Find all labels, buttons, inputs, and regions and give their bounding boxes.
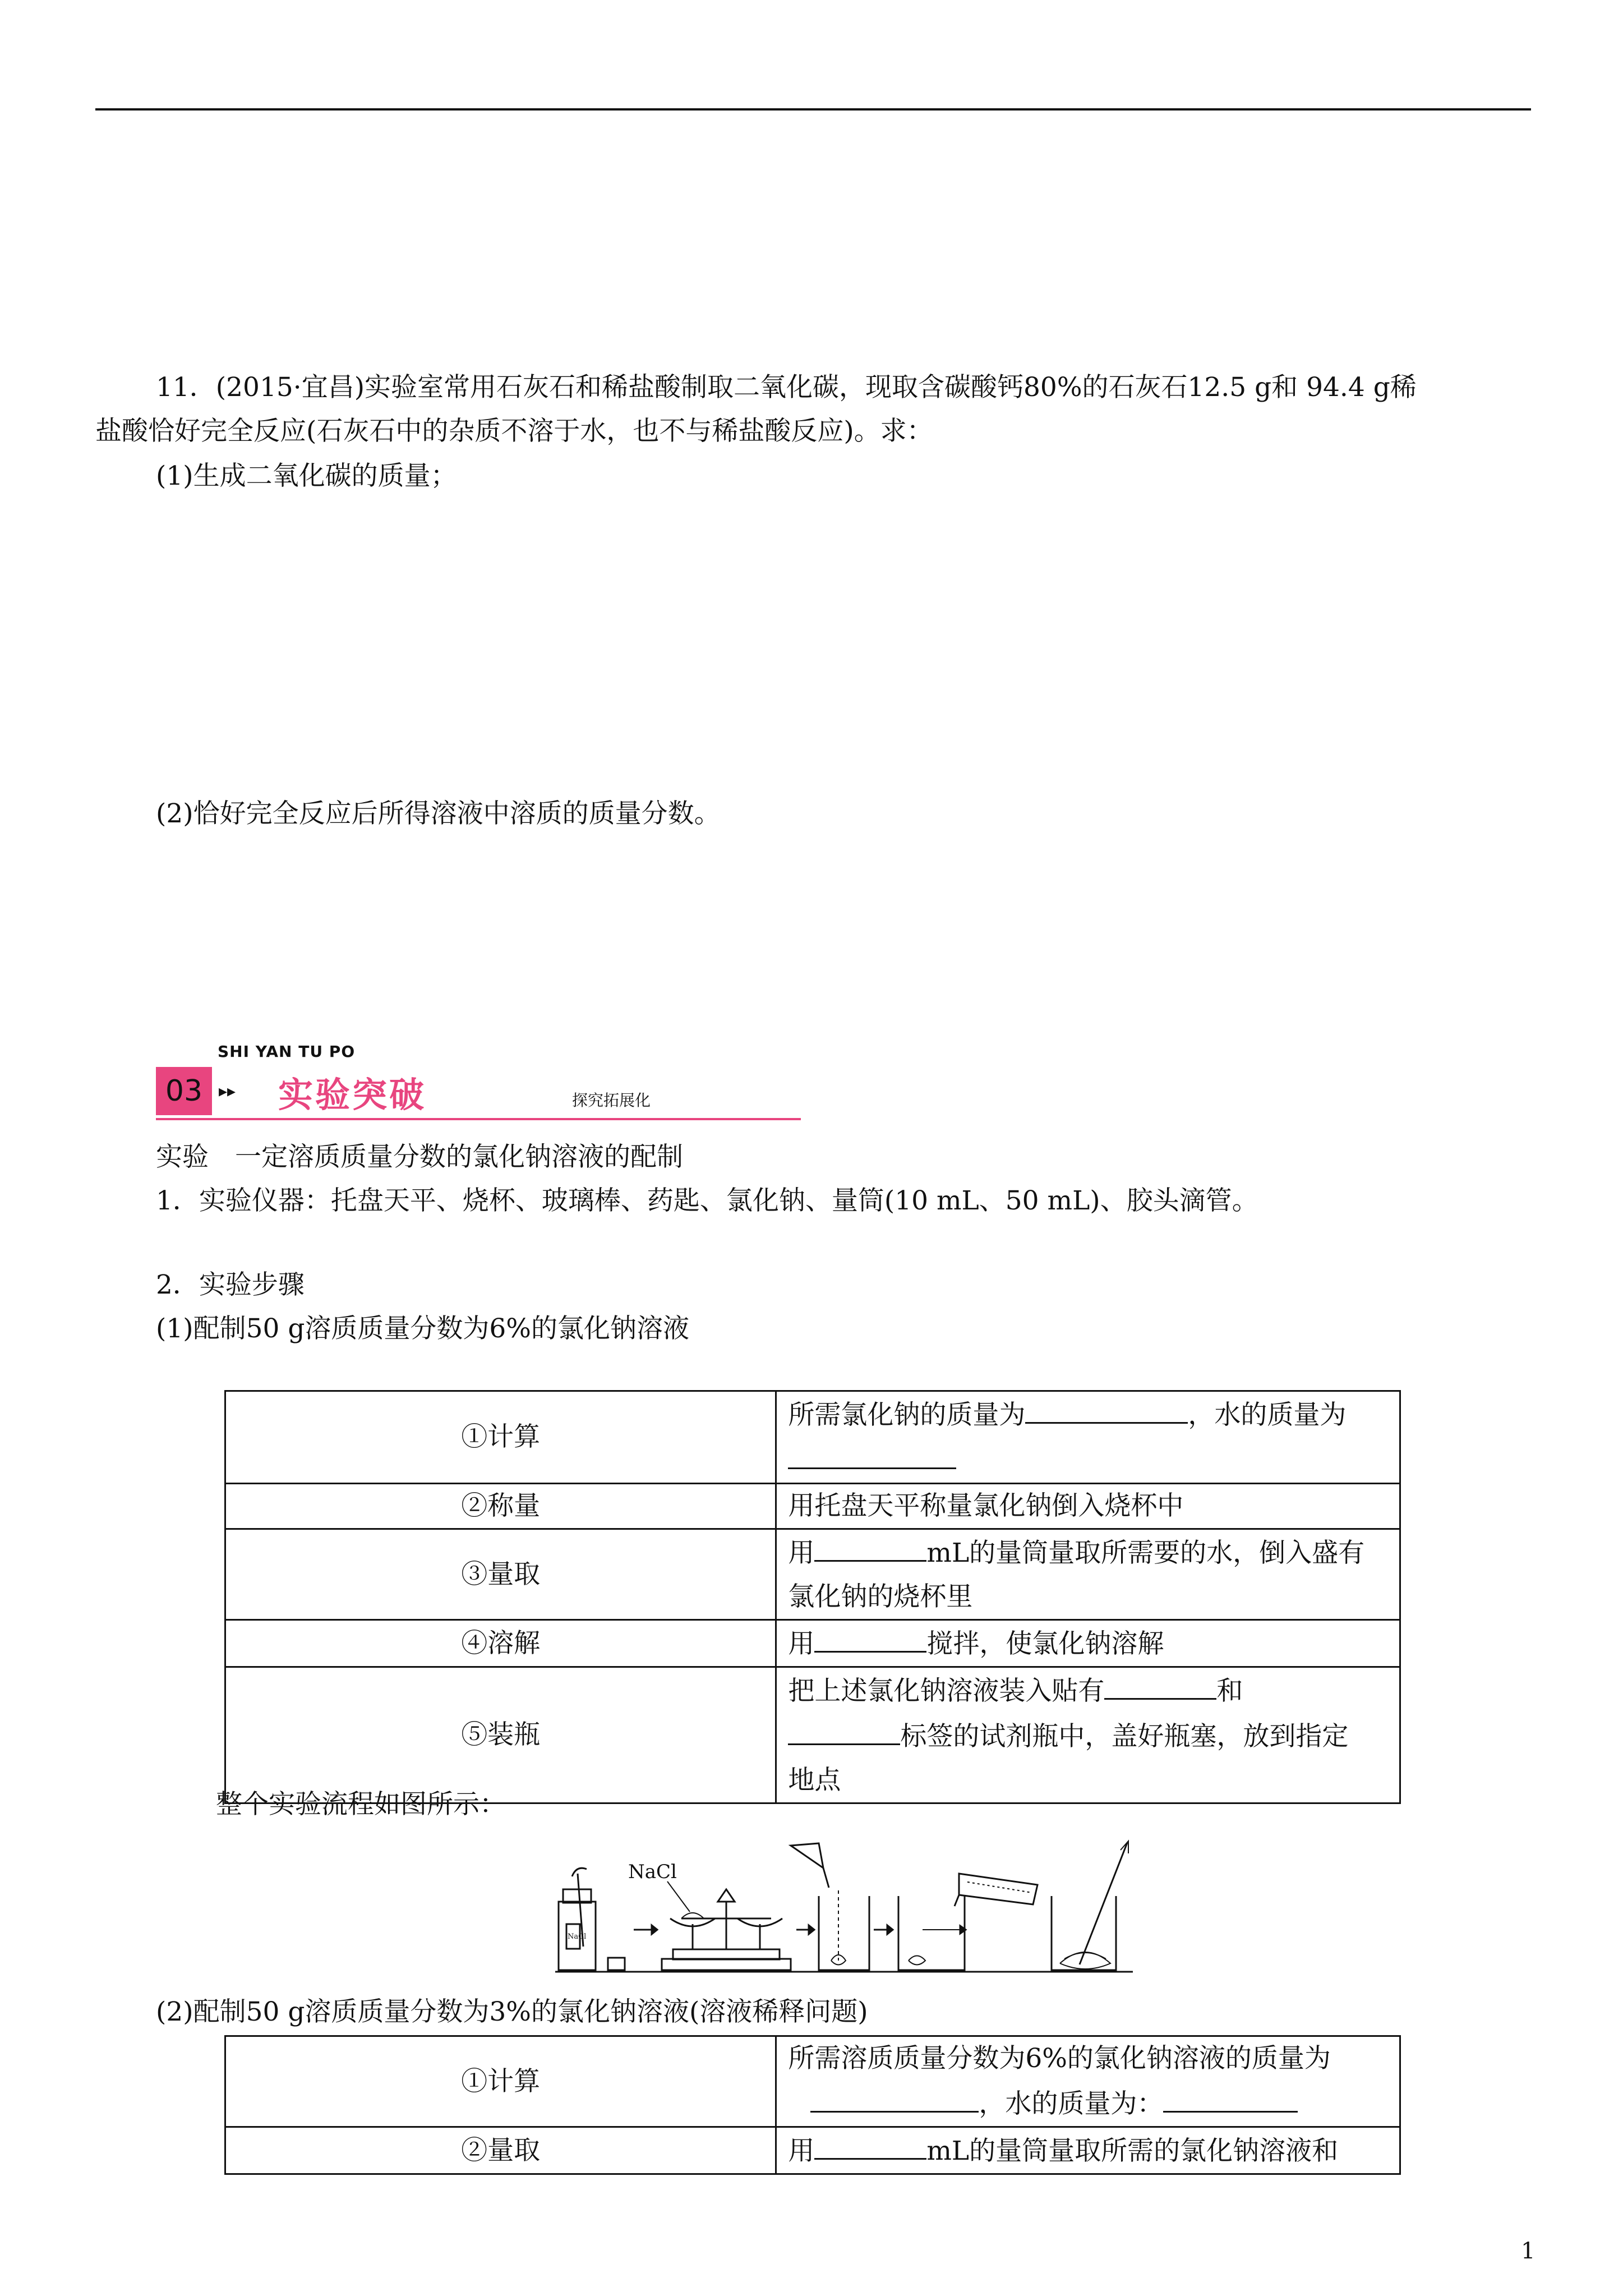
reagent-bottle-icon <box>559 1868 596 1970</box>
table-row <box>225 2036 1400 2127</box>
desc-text: 用 <box>788 2136 815 2166</box>
desc-text: 用 <box>788 1538 815 1568</box>
table-row <box>225 1484 1400 1529</box>
step-cell: ②量取 <box>225 2127 776 2174</box>
desc-text: 把上述氯化钠溶液装入贴有 <box>788 1676 1105 1706</box>
table-row <box>225 1391 1400 1484</box>
page-number: 1 <box>1521 2238 1536 2264</box>
q11-part1: (1)生成二氧化碳的质量； <box>156 461 457 491</box>
desc-cell <box>776 1391 1400 1484</box>
answer-blank[interactable] <box>1025 1392 1188 1424</box>
table-row <box>225 1620 1400 1667</box>
desc-text: 氯化钠的烧杯里 <box>788 1581 973 1612</box>
answer-blank[interactable] <box>1163 2081 1298 2113</box>
arrow-head-icon <box>887 1925 893 1934</box>
q11-line2: 盐酸恰好完全反应(石灰石中的杂质不溶于水，也不与稀盐酸反应)。求： <box>95 416 933 447</box>
section-number-badge: 03 <box>156 1067 212 1115</box>
desc-text: 标签的试剂瓶中，盖好瓶塞，放到指定 <box>900 1721 1349 1752</box>
step-cell: ②称量 <box>225 1484 776 1529</box>
beaker-stirring-icon <box>1052 1841 1128 1970</box>
steps-heading: 2．实验步骤 <box>156 1269 305 1300</box>
answer-blank[interactable] <box>810 2081 979 2113</box>
header-rule <box>95 108 1531 111</box>
table-row <box>225 2127 1400 2174</box>
nacl-label: NaCl <box>628 1861 677 1883</box>
sub2-heading: (2)配制50 g溶质质量分数为3%的氯化钠溶液(溶液稀释问题) <box>156 1996 868 2027</box>
answer-blank[interactable] <box>788 1713 900 1745</box>
step-cell: ⑤装瓶 <box>225 1667 776 1803</box>
flow-caption: 整个实验流程如图所示： <box>216 1789 506 1820</box>
experiment-instruments: 1．实验仪器：托盘天平、烧杯、玻璃棒、药匙、氯化钠、量筒(10 mL、50 mL)、胶头滴管。 <box>156 1185 1258 1216</box>
answer-blank[interactable] <box>814 2128 926 2160</box>
section-title: 实验突破 <box>278 1074 427 1115</box>
desc-text: ，水的质量为： <box>979 2088 1164 2119</box>
answer-blank[interactable] <box>788 1437 956 1469</box>
desc-text: 和 <box>1216 1676 1243 1706</box>
desc-cell <box>776 2036 1400 2127</box>
desc-cell <box>776 1667 1400 1803</box>
table-row <box>225 1529 1400 1620</box>
step-cell: ④溶解 <box>225 1620 776 1667</box>
arrow-head-icon <box>652 1925 657 1934</box>
section-subtitle: 探究拓展化 <box>572 1091 651 1110</box>
steps-table-2 <box>224 2035 1401 2175</box>
weighing-dish-icon <box>608 1958 625 1970</box>
desc-cell <box>776 2127 1400 2174</box>
q11-line1: 11．(2015·宜昌)实验室常用石灰石和稀盐酸制取二氧化碳，现取含碳酸钙80%的石灰石12.5 g和 94.4 g稀 <box>156 372 1417 403</box>
step-cell: ③量取 <box>225 1529 776 1620</box>
desc-text: ，水的质量为 <box>1188 1400 1347 1430</box>
answer-blank[interactable] <box>1104 1668 1216 1700</box>
desc-text: mL的量筒量取所需的氯化钠溶液和 <box>926 2136 1339 2166</box>
section-header <box>156 1042 801 1121</box>
arrow-head-icon <box>809 1925 814 1934</box>
double-arrow-icon: ▸▸ <box>219 1082 236 1101</box>
desc-text: 用 <box>788 1628 815 1659</box>
desc-text: 搅拌，使氯化钠溶解 <box>926 1628 1164 1659</box>
answer-blank[interactable] <box>814 1621 926 1653</box>
section-pinyin: SHI YAN TU PO <box>218 1042 356 1061</box>
label-pointer <box>667 1881 690 1912</box>
step-cell: ①计算 <box>225 2036 776 2127</box>
sub1-heading: (1)配制50 g溶质质量分数为6%的氯化钠溶液 <box>156 1313 689 1344</box>
q11-part2: (2)恰好完全反应后所得溶液中溶质的质量分数。 <box>156 798 721 829</box>
experiment-flow-figure <box>555 1834 1138 1975</box>
desc-cell <box>776 1529 1400 1620</box>
answer-blank[interactable] <box>814 1530 926 1562</box>
beaker-icon <box>791 1843 869 1970</box>
desc-text: 所需氯化钠的质量为 <box>788 1400 1026 1430</box>
experiment-heading: 实验 一定溶质质量分数的氯化钠溶液的配制 <box>156 1142 683 1172</box>
section-underline <box>156 1118 801 1120</box>
balance-icon <box>662 1889 791 1970</box>
desc-cell <box>776 1620 1400 1667</box>
desc-cell: 用托盘天平称量氯化钠倒入烧杯中 <box>776 1484 1400 1529</box>
steps-table-1 <box>224 1390 1401 1804</box>
bottle-label: NaCl <box>568 1932 587 1941</box>
desc-text: 所需溶质质量分数为6%的氯化钠溶液的质量为 <box>788 2043 1331 2074</box>
desc-text: 地点 <box>788 1765 841 1796</box>
desc-text: mL的量筒量取所需要的水，倒入盛有 <box>926 1538 1365 1568</box>
step-cell: ①计算 <box>225 1391 776 1484</box>
beaker-pouring-icon <box>898 1874 1038 1970</box>
